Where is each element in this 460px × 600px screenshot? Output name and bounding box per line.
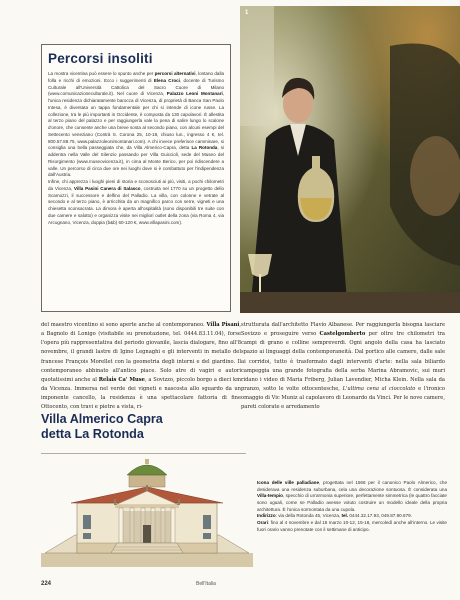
photo-sommelier xyxy=(240,6,460,313)
body-column-right: strutturata dall'architetto Flavio Albanese. Per raggiungerla bisogna lasciare Sovizzo e proseguire verso Castelgomberto per oltre tre chilometri tra campi di grano e colline sempreverdi. Ogni angolo della casa ha lasciato spazio ai linguaggi della contemporaneità. Dal portico alle camere, dalle sale ai corridoi, tutto è trasformato dagli interventi d'arte: nella sala biliardo campeggia una grande fotografia della serba Marina Abramovic, sui muri ridano i video di Maria Friberg, Julian Lavendier, Micha Klein. Nella sala da pranzo, sotto le volte ottocentesche, L'ultima cena al cioccolato e l'ironico omaggio di Vic Muniz al capolavoro di Leonardo da Vinci. Per le nove camere, pareti colorate e arredamento xyxy=(241,322,446,411)
villa-heading xyxy=(41,412,163,441)
villa-divider xyxy=(41,453,246,454)
body-column-left: del maestro vicentino si sono aperte anche al contemporaneo. Villa Pisani, a Bagnolo di Lonigo (visitabile su prenotazione, tel. 0444.83.11.04), forse l'opera più rappresentativa del periodo giovanile, lascia dialogare, fino all'8 novembre, il grandi lastre di Igino Legnaghi e gli interventi in metallo del francese François Morellet con la geometria degli interni e del giardino. Il contemporaneo abbinato all'antico piace. Solo atre di vagiri e autori quotatissimi anche al Relais Ca' Muse, a Sovizzo, piccolo borgo a dieci km da Vicenza. Immersa nel verde dei vigneti e nascosta allo sguardo da un imponente cancello, la residenza è una spettacolare fattoria di fine Ottocento, con travi e pietre a vista, ri- xyxy=(41,322,242,411)
sidebar-title: Percorsi insoliti xyxy=(48,51,153,66)
photo-illustration xyxy=(240,6,460,313)
sidebar-paragraph-1: La mostra vicentina può essere lo spunto anche per percorsi alternativi, lontano dalla folla e ricchi di emozioni. Ecco i suggerimenti di Elena Croci, docente di Turismo Culturale all'Università Cattolica del Sacro Cuore di Milano (www.comunicazioneculturale.it). Nel cuore di Vicenza, Palazzo Leoni Montanari, l'unica residenza dichiaratamente barocca di Vicenza, di proprietà di Banca San Paolo Intesa, è diventata un tappa fondamentale per chi si intende di icone russe. La collezione, tra le più importanti in Occidente, è composta da 130 capolavori. È allestita al terzo piano del palazzo e per raggiungerla vale la pena di salire lungo lo scalone d'onore, che consente anche una breve sosta al secondo piano, con alcuni esempi del Settecento veneziano (Contrà S. Corona 25, 10-18, chiuso lun., ingresso 4 €, tel. 800.57.88.75, www.palazzoleonimontanari.com). A chi invece preferisce camminare, si consiglia una bella passeggiata che, da Villa Almerico-Capra, detta La Rotonda, si addentra nella Valle del Silenzio passando per Villa Guiccioli, sede del Museo del Risorgimento (www.museovicenza.it), in cima al Monte Berico, per poi ridiscendere a valle. Un percorso di circa due ore nei luoghi dove si è combattuto per l'indipendenza dall'Austria. xyxy=(48,71,225,178)
photo-number: 1 xyxy=(245,10,249,16)
villa-info: Icona delle ville palladiane, progettata nel 1566 per il canonico Paolo Almerico, che desiderava una residenza suburbana, cela una decorazione sontuosa. È considerata una Villa-tempio, specchio di un'armonia superiore, perfettamente simmetrica (le quattro facciate sono uguali, come se Palladio avesse voluto costruire un modello ideale della propria architettura. È l'unica sormontata da una cupola. Indirizzo: via della Rotonda 45, Vicenza, tel. 0444.32.17.93, 049.87.90.879. Orari: fino al 4 novembre e dal 15 marzo 10-12, 15-18, mercoledì anche all'interno. Le visite fuori orario vanno prenotate con il settimane di anticipo. xyxy=(257,480,447,532)
sidebar-paragraph-2: Infine, chi apprezza i luoghi pieni di storia e sconosciuti ai più, visiti, a pochi chilometri da Vicenza, Villa Pasini Canera di Salasco, costruita nel 1770 su un progetto dello Scamozzi, il successore e delfino del Palladio. La villa, con colonne e vetrate al secondo e al terzo piano, è arricchita da un magnifico parco con serre, vigneti e una chiesetta sconsacrata. La dimora è aperta all'ospitalità (sono disponibili tre suite con due camere e salotto) e organizza visite nei migliori outlet della zona (via Roma 4, via Arcugnano, Vicenza, doppia (b&b) 60-120 €, www.villapasini.com). xyxy=(48,179,224,225)
sidebar-box xyxy=(41,44,231,312)
villa-heading-line-1: Villa Almerico Capra xyxy=(41,412,163,426)
page-number: 224 xyxy=(41,581,52,587)
magazine-name: Bell'Italia xyxy=(196,581,216,587)
villa-rotonda-drawing xyxy=(41,457,253,567)
villa-heading-line-2: detta La Rotonda xyxy=(41,426,144,441)
